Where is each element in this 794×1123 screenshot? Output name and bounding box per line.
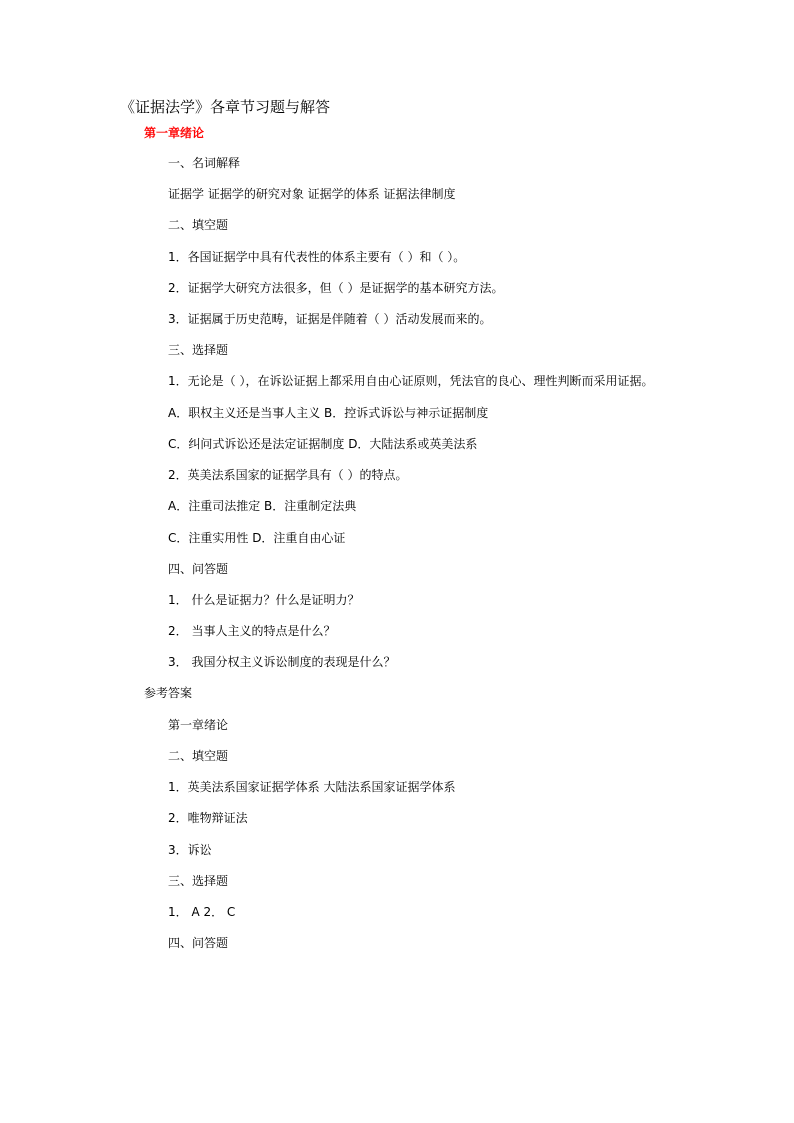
answer-choice: 1． A 2． C — [168, 905, 236, 919]
answers-heading-essay: 四、问答题 — [168, 936, 229, 950]
section-heading-essay: 四、问答题 — [168, 562, 229, 576]
answers-heading: 参考答案 — [144, 686, 193, 700]
essay-question-2: 2． 当事人主义的特点是什么？ — [168, 624, 336, 638]
fill-blank-question-2: 2．证据学大研究方法很多，但（ ）是证据学的基本研究方法。 — [168, 281, 504, 295]
essay-question-3: 3． 我国分权主义诉讼制度的表现是什么？ — [168, 655, 396, 669]
answers-heading-fill-blank: 二、填空题 — [168, 749, 229, 763]
choice-question-2: 2．英美法系国家的证据学具有（ ）的特点。 — [168, 468, 408, 482]
choice-question-1-options-cd: C．纠问式诉讼还是法定证据制度 D．大陆法系或英美法系 — [168, 437, 478, 451]
answer-fill-blank-3: 3．诉讼 — [168, 843, 212, 857]
choice-question-2-options-ab: A．注重司法推定 B．注重制定法典 — [168, 499, 357, 513]
answer-fill-blank-2: 2．唯物辩证法 — [168, 811, 248, 825]
section-heading-fill-blank: 二、填空题 — [168, 218, 229, 232]
fill-blank-question-1: 1．各国证据学中具有代表性的体系主要有（ ）和（ ）。 — [168, 250, 466, 264]
choice-question-1: 1．无论是（ ），在诉讼证据上都采用自由心证原则，凭法官的良心、理性判断而采用证据。 — [168, 374, 654, 388]
section-heading-choice: 三、选择题 — [168, 343, 229, 357]
fill-blank-question-3: 3．证据属于历史范畴，证据是伴随着（ ）活动发展而来的。 — [168, 312, 492, 326]
answers-chapter: 第一章绪论 — [168, 718, 229, 732]
section-heading-terms: 一、名词解释 — [168, 156, 241, 170]
essay-question-1: 1． 什么是证据力？什么是证明力？ — [168, 593, 360, 607]
choice-question-2-options-cd: C．注重实用性 D．注重自由心证 — [168, 531, 346, 545]
answer-fill-blank-1: 1．英美法系国家证据学体系 大陆法系国家证据学体系 — [168, 780, 456, 794]
document-title: 《证据法学》各章节习题与解答 — [120, 98, 331, 116]
choice-question-1-options-ab: A．职权主义还是当事人主义 B．控诉式诉讼与神示证据制度 — [168, 406, 489, 420]
chapter-heading: 第一章绪论 — [144, 126, 205, 140]
terms-list: 证据学 证据学的研究对象 证据学的体系 证据法律制度 — [168, 187, 456, 201]
answers-heading-choice: 三、选择题 — [168, 874, 229, 888]
